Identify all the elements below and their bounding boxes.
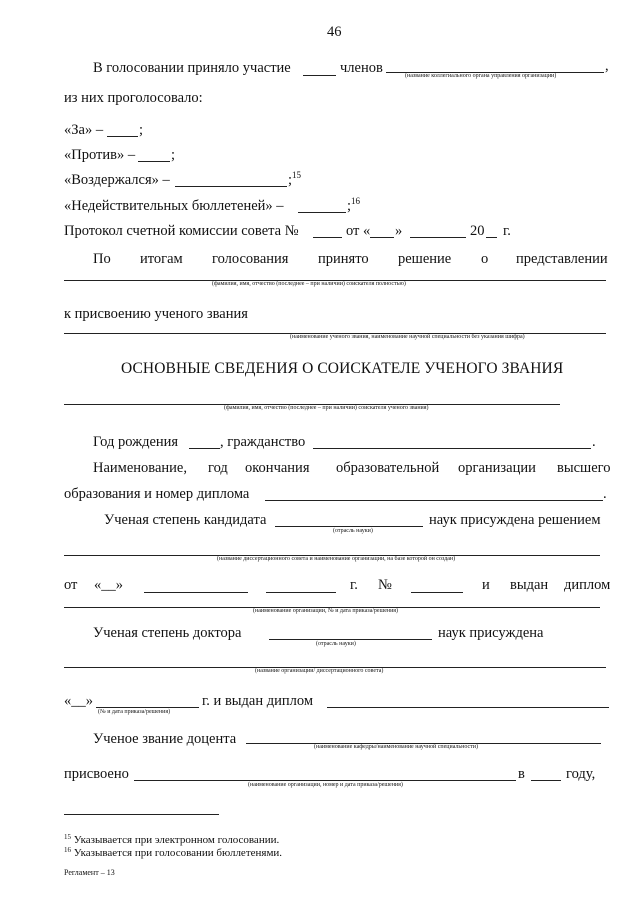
docent-caption: (наименование кафедры/наименование научной специальности) <box>314 744 478 750</box>
assigned-line <box>134 780 516 781</box>
section-title: ОСНОВНЫЕ СВЕДЕНИЯ О СОИСКАТЕЛЕ УЧЕНОГО ЗВАНИЯ <box>121 360 564 377</box>
education-word-6: высшего <box>557 460 611 476</box>
decision-word-2: итогам <box>140 251 183 267</box>
vote-for-label: «За» – <box>64 122 104 138</box>
birth-year-line <box>189 448 220 449</box>
vote-for-end: ; <box>139 122 144 138</box>
decision-word-4: принято <box>318 251 369 267</box>
decision-word-5: решение <box>398 251 452 267</box>
protocol-day-line <box>370 237 394 238</box>
candidate-row-issued: выдан <box>510 577 549 593</box>
education-word-1: Наименование, <box>93 460 187 476</box>
education-word-3: окончания <box>245 460 310 476</box>
footnote-16 <box>64 847 282 860</box>
citizenship-line <box>313 448 591 449</box>
doctor-council-caption: (название организации/ диссертационного совета) <box>255 668 384 674</box>
diploma-number-line <box>265 500 603 501</box>
doctor-label: Ученая степень доктора <box>93 625 242 641</box>
education-line2-label: образования и номер диплома <box>64 486 250 502</box>
education-word-5: организации <box>458 460 536 476</box>
candidate-field-line <box>275 526 423 527</box>
protocol-year-prefix: 20 <box>470 223 485 239</box>
candidate-row-year-line <box>266 592 336 593</box>
vote-abstain-label <box>64 172 170 189</box>
protocol-from: от « <box>346 223 371 239</box>
candidate-row-no: № <box>378 577 392 593</box>
candidate-row-from: от <box>64 577 78 593</box>
page-number: 46 <box>327 24 342 40</box>
doctor-field-line <box>269 639 432 640</box>
vote-abstain-end <box>288 172 301 189</box>
candidate-field-caption: (отрасль науки) <box>333 528 373 534</box>
decision-word-3: голосования <box>212 251 289 267</box>
footnote-15-text: Указывается при электронном голосовании. <box>71 834 280 846</box>
protocol-year-suffix: г. <box>503 223 511 239</box>
birth-end: . <box>592 434 596 450</box>
vote-against-line <box>138 161 170 162</box>
body-name-caption: (название коллегиального органа управления организации) <box>405 73 557 79</box>
assigned-year-line <box>531 780 561 781</box>
decision-word-7: представлении <box>516 251 608 267</box>
candidate-row-diploma: диплом <box>564 577 611 593</box>
education-word-4: образовательной <box>336 460 440 476</box>
footer: Регламент – 13 <box>64 868 115 877</box>
protocol-number-line <box>313 237 342 238</box>
members-label: членов <box>340 60 383 76</box>
vote-abstain-semicolon: ; <box>288 172 293 188</box>
doctor-field-caption: (отрасль науки) <box>316 641 356 647</box>
decision-word-6: о <box>481 251 489 267</box>
footnote-ref-15: 15 <box>292 170 302 180</box>
candidate-org-caption: (наименование организации, № и дата приказа/решения) <box>253 608 399 614</box>
vote-against-end: ; <box>171 147 176 163</box>
candidate-row-day: «__» <box>94 577 123 593</box>
vote-invalid-end <box>347 198 360 215</box>
candidate-row-and: и <box>482 577 490 593</box>
protocol-label: Протокол счетной комиссии совета № <box>64 223 299 239</box>
candidate-row-number-line <box>411 592 463 593</box>
vote-against-label: «Против» – <box>64 147 136 163</box>
award-label: к присвоению ученого звания <box>64 306 248 322</box>
footnote-16-text: Указывается при голосовании бюллетенями. <box>71 847 283 859</box>
vote-abstain-line <box>175 186 287 187</box>
line1-comma: , <box>605 58 609 74</box>
doctor-after: наук присуждена <box>438 625 544 641</box>
vote-invalid-line <box>298 212 346 213</box>
footnote-separator <box>64 814 219 815</box>
vote-invalid-label: «Недействительных бюллетеней» – <box>64 198 284 214</box>
citizenship-label: , гражданство <box>220 434 306 450</box>
doctor-row-text: г. и выдан диплом <box>202 693 314 709</box>
voted-label: из них проголосовало: <box>64 90 203 106</box>
vote-for-line <box>107 136 138 137</box>
doctor-row-day: «__» <box>64 693 93 709</box>
education-word-2: год <box>208 460 228 476</box>
candidate-row-month-line <box>144 592 248 593</box>
footnote-15 <box>64 834 279 847</box>
docent-label: Ученое звание доцента <box>93 731 237 747</box>
assigned-year-label: году, <box>566 766 596 782</box>
education-end: . <box>603 486 607 502</box>
assigned-caption: (наименование организации, номер и дата приказа/решения) <box>248 782 403 788</box>
footnote-16-number: 16 <box>64 846 71 854</box>
protocol-quote-close: » <box>395 223 403 239</box>
footnote-ref-16: 16 <box>351 196 361 206</box>
decision-word-1: По <box>93 251 111 267</box>
participants-count-line <box>303 75 336 76</box>
protocol-month-line <box>410 237 466 238</box>
vote-invalid-semicolon: ; <box>347 198 352 214</box>
birth-label: Год рождения <box>93 434 179 450</box>
candidate-row-g: г. <box>350 577 358 593</box>
applicant-name-caption: (фамилия, имя, отчество (последнее – при наличии) соискателя ученого звания) <box>224 405 429 411</box>
assigned-label: присвоено <box>64 766 129 782</box>
candidate-label: Ученая степень кандидата <box>104 512 267 528</box>
assigned-in: в <box>518 766 525 782</box>
doctor-row-diploma-line <box>327 707 609 708</box>
doctor-row-order-line <box>96 707 199 708</box>
doctor-row-caption: (№ и дата приказа/решения) <box>98 709 171 715</box>
protocol-year-line <box>486 237 497 238</box>
footnote-15-number: 15 <box>64 833 71 841</box>
award-caption: (наименование ученого звания, наименование научной специальности без указания шифра) <box>290 334 525 340</box>
vote-abstain-text: «Воздержался» – <box>64 172 170 188</box>
participants-label: В голосовании приняло участие <box>93 60 291 76</box>
decision-name-caption: (фамилия, имя, отчество (последнее – при наличии) соискателя полностью) <box>212 281 406 287</box>
candidate-after: наук присуждена решением <box>429 512 601 528</box>
candidate-council-caption: (название диссертационного совета и наименование организации, на базе которой он создан) <box>217 556 456 562</box>
